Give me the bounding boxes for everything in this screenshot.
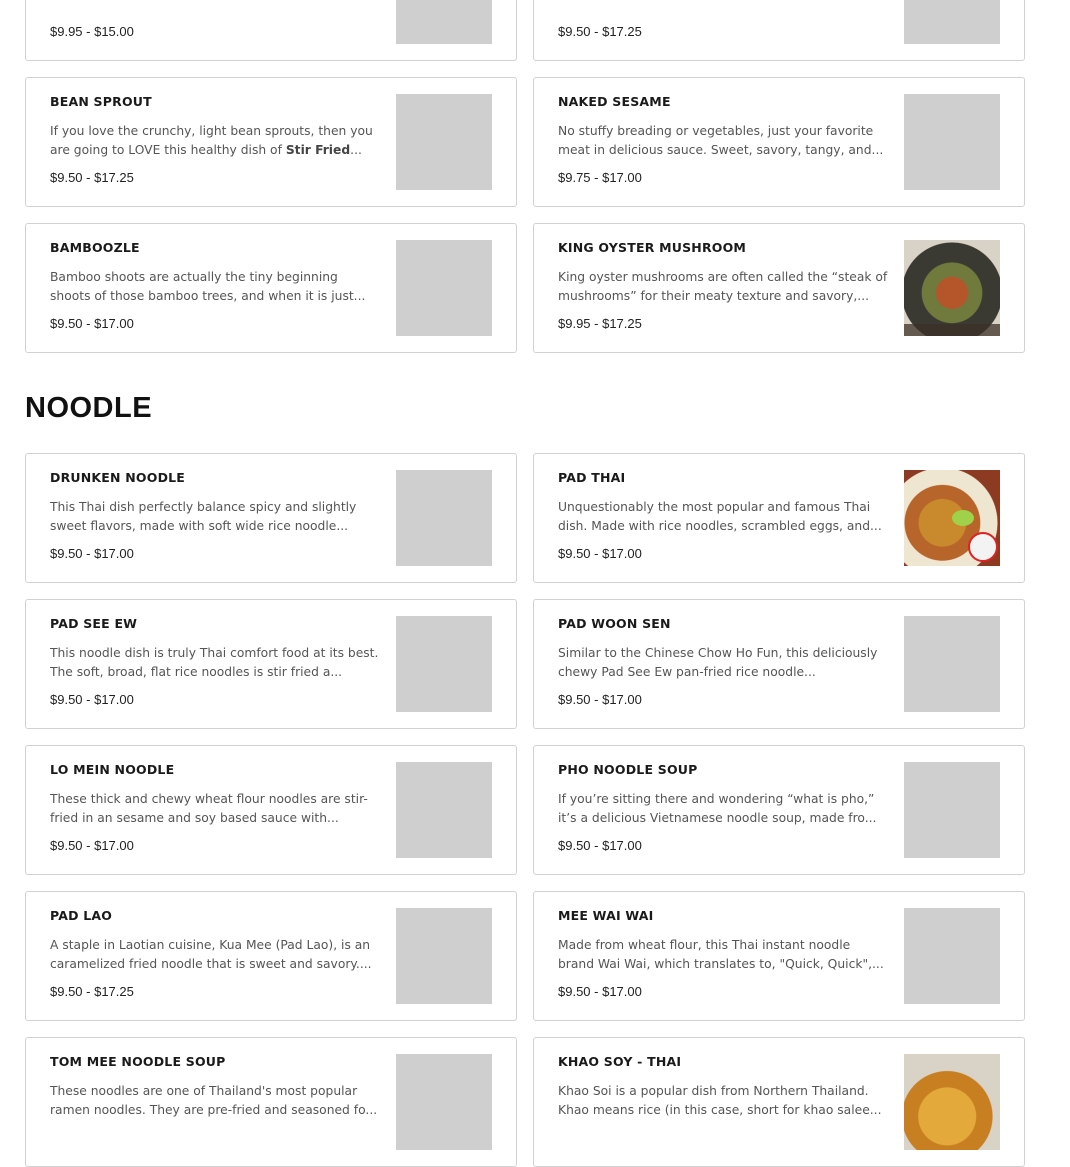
menu-item-name: PHO NOODLE SOUP	[558, 762, 698, 777]
menu-item-image-placeholder	[396, 470, 492, 566]
menu-item-name: DRUNKEN NOODLE	[50, 470, 186, 485]
menu-item-price: $9.50 - $17.00	[558, 838, 642, 853]
menu-item-description: No stuffy breading or vegetables, just your favorite meat in delicious sauce. Sweet, savory, tangy, and...	[558, 124, 884, 157]
menu-item-photo	[904, 470, 1000, 566]
menu-item-card-bean-sprout[interactable]	[25, 77, 517, 207]
menu-item-card-mee-wai-wai[interactable]	[533, 891, 1025, 1021]
menu-item-card-item-0[interactable]	[25, 0, 517, 61]
menu-item-price: $9.50 - $17.25	[558, 24, 642, 39]
menu-item-price: $9.50 - $17.25	[50, 984, 134, 999]
menu-item-card-bamboozle[interactable]	[25, 223, 517, 353]
menu-item-description: Khao Soi is a popular dish from Northern Thailand. Khao means rice (in this case, short for khao salee...	[558, 1084, 882, 1117]
menu-item-image-placeholder	[904, 94, 1000, 190]
menu-item-price: $9.95 - $15.00	[50, 24, 134, 39]
menu-item-image-placeholder	[396, 1054, 492, 1150]
menu-item-name: KHAO SOY - THAI	[558, 1054, 682, 1069]
menu-item-photo	[904, 240, 1000, 336]
menu-item-image-placeholder	[904, 616, 1000, 712]
menu-item-description: Bamboo shoots are actually the tiny beginning shoots of those bamboo trees, and when it is just...	[50, 270, 366, 303]
menu-item-card-pad-lao[interactable]	[25, 891, 517, 1021]
menu-item-image-placeholder	[396, 240, 492, 336]
menu-item-price: $9.50 - $17.00	[50, 692, 134, 707]
menu-item-price: $9.75 - $17.00	[558, 170, 642, 185]
menu-grid-noodle	[25, 453, 1025, 1167]
menu-item-name: PAD THAI	[558, 470, 626, 485]
menu-item-card-lo-mein-noodle[interactable]	[25, 745, 517, 875]
menu-item-name: KING OYSTER MUSHROOM	[558, 240, 747, 255]
menu-item-image-placeholder	[904, 0, 1000, 44]
photo-caption-strip	[904, 324, 1000, 336]
menu-item-price: $9.50 - $17.00	[50, 316, 134, 331]
menu-item-photo	[904, 1054, 1000, 1150]
menu-item-price: $9.50 - $17.00	[558, 692, 642, 707]
menu-item-card-khao-soy-thai[interactable]	[533, 1037, 1025, 1167]
menu-item-card-naked-sesame[interactable]	[533, 77, 1025, 207]
menu-item-image-placeholder	[396, 94, 492, 190]
menu-item-card-pho-noodle-soup[interactable]	[533, 745, 1025, 875]
menu-item-card-pad-thai[interactable]	[533, 453, 1025, 583]
menu-item-description: Similar to the Chinese Chow Ho Fun, this deliciously chewy Pad See Ew pan-fried rice noodle...	[558, 646, 878, 679]
menu-item-description: This noodle dish is truly Thai comfort food at its best. The soft, broad, flat rice noodles is stir fried a...	[50, 646, 379, 679]
menu-item-name: LO MEIN NOODLE	[50, 762, 175, 777]
menu-item-price: $9.50 - $17.00	[50, 838, 134, 853]
menu-item-price: $9.50 - $17.25	[50, 170, 134, 185]
menu-item-price: $9.50 - $17.00	[50, 546, 134, 561]
menu-item-description: If you’re sitting there and wondering “what is pho,” it’s a delicious Vietnamese noodle soup, made fro...	[558, 792, 877, 825]
menu-item-image-placeholder	[396, 0, 492, 44]
menu-item-price: $9.50 - $17.00	[558, 546, 642, 561]
menu-item-card-drunken-noodle[interactable]	[25, 453, 517, 583]
menu-item-name: PAD WOON SEN	[558, 616, 671, 631]
menu-item-name: BEAN SPROUT	[50, 94, 152, 109]
menu-item-price: $9.50 - $17.00	[558, 984, 642, 999]
menu-item-name: NAKED SESAME	[558, 94, 671, 109]
menu-item-description: Unquestionably the most popular and famous Thai dish. Made with rice noodles, scrambled eggs, and...	[558, 500, 882, 533]
menu-item-image-placeholder	[396, 908, 492, 1004]
menu-grid-top	[25, 0, 1025, 353]
menu-item-name: MEE WAI WAI	[558, 908, 654, 923]
menu-item-card-pad-woon-sen[interactable]	[533, 599, 1025, 729]
menu-item-description: These thick and chewy wheat flour noodles are stir-fried in an sesame and soy based sauce with...	[50, 792, 368, 825]
logo-badge-icon	[968, 532, 998, 562]
menu-item-image-placeholder	[904, 762, 1000, 858]
lime-garnish	[952, 510, 974, 526]
menu-item-image-placeholder	[904, 908, 1000, 1004]
menu-item-description: If you love the crunchy, light bean sprouts, then you are going to LOVE this healthy dish of Stir Fried...	[50, 124, 373, 157]
menu-item-card-king-oyster-mushroom[interactable]	[533, 223, 1025, 353]
menu-item-image-placeholder	[396, 616, 492, 712]
menu-item-description: These noodles are one of Thailand's most popular ramen noodles. They are pre-fried and seasoned fo...	[50, 1084, 378, 1117]
menu-item-description: This Thai dish perfectly balance spicy and slightly sweet flavors, made with soft wide rice noodle...	[50, 500, 357, 533]
menu-item-name: PAD SEE EW	[50, 616, 138, 631]
menu-item-name: TOM MEE NOODLE SOUP	[50, 1054, 226, 1069]
menu-item-description: King oyster mushrooms are often called the “steak of mushrooms” for their meaty texture and savory,...	[558, 270, 888, 303]
menu-item-card-pad-see-ew[interactable]	[25, 599, 517, 729]
section-title-noodle: NOODLE	[25, 392, 153, 424]
menu-item-price: $9.95 - $17.25	[558, 316, 642, 331]
menu-item-image-placeholder	[396, 762, 492, 858]
menu-item-name: PAD LAO	[50, 908, 113, 923]
menu-item-description: A staple in Laotian cuisine, Kua Mee (Pad Lao), is an caramelized fried noodle that is sweet and savory....	[50, 938, 372, 971]
menu-item-description: Made from wheat flour, this Thai instant noodle brand Wai Wai, which translates to, "Quick, Quick",...	[558, 938, 884, 971]
menu-item-card-item-1[interactable]	[533, 0, 1025, 61]
menu-item-name: BAMBOOZLE	[50, 240, 140, 255]
menu-item-card-tom-mee-noodle-soup[interactable]	[25, 1037, 517, 1167]
